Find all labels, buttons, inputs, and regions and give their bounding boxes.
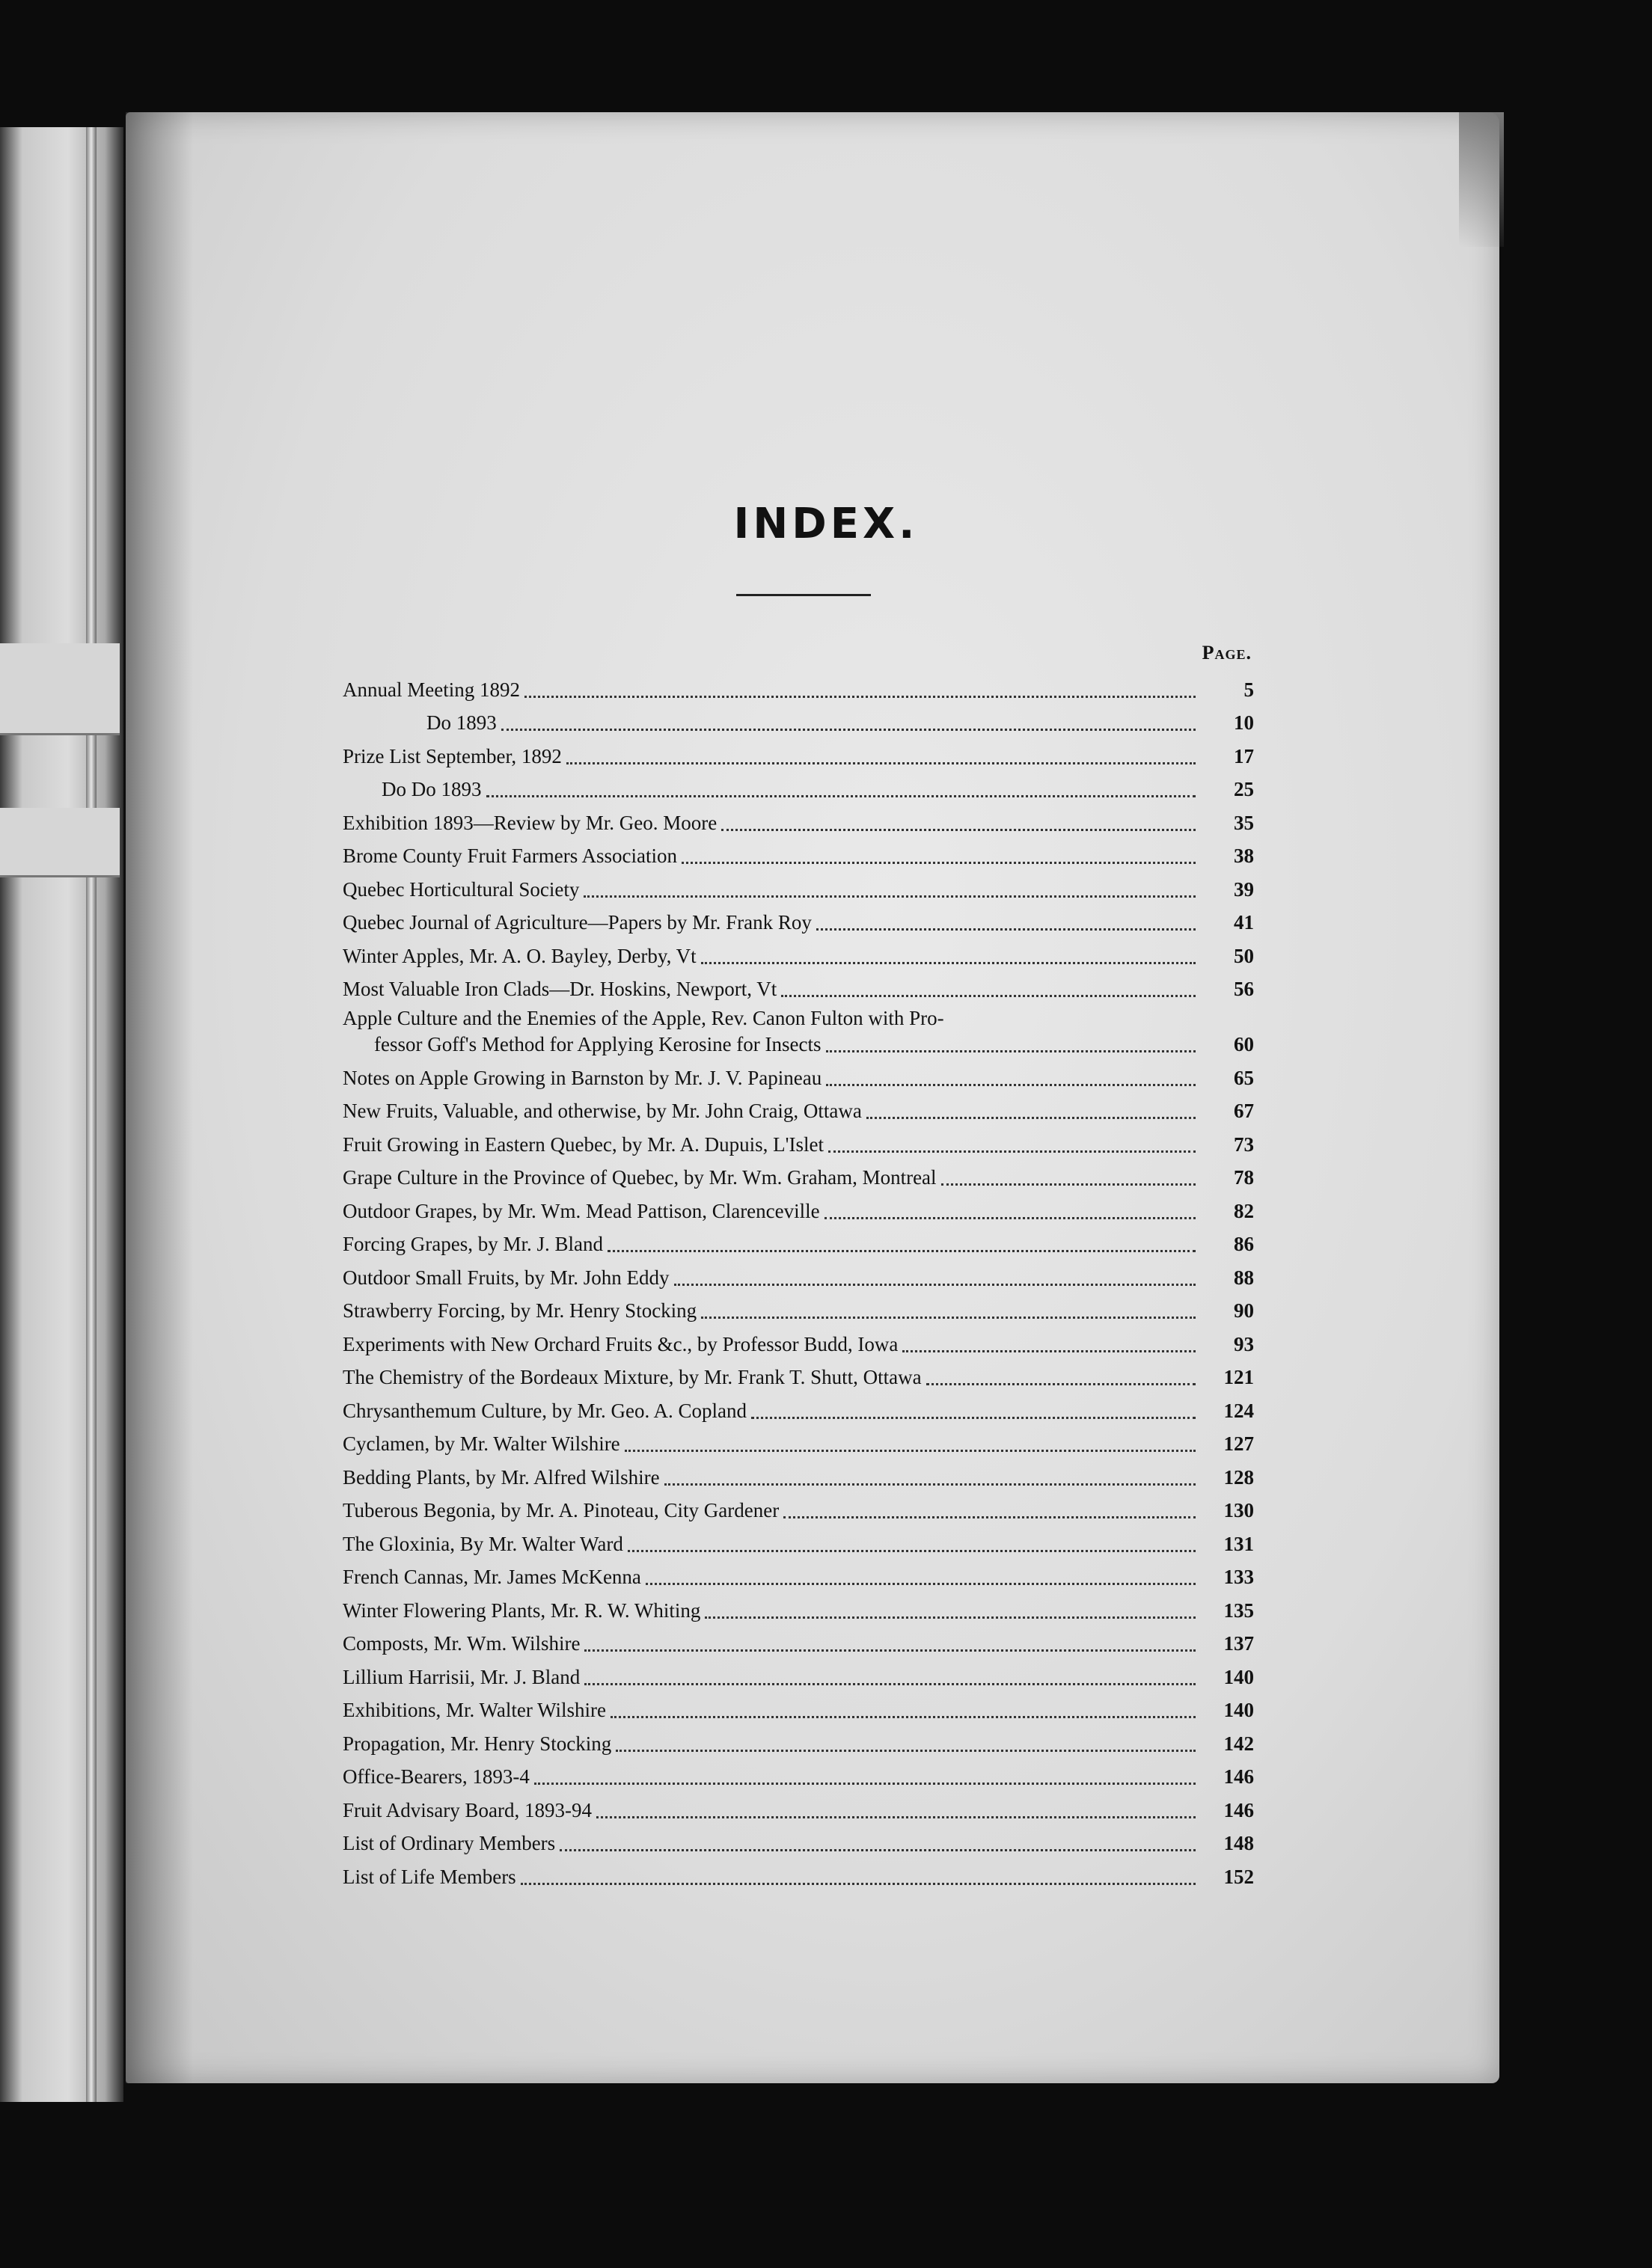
entry-page-number: 73 bbox=[1234, 1133, 1254, 1156]
entry-title: Do 1893 bbox=[426, 711, 497, 734]
page-title: INDEX. bbox=[733, 500, 919, 548]
entry-page-number: 88 bbox=[1234, 1266, 1254, 1289]
dot-leader bbox=[701, 947, 1196, 964]
dot-leader bbox=[721, 814, 1196, 831]
dot-leader bbox=[705, 1602, 1196, 1619]
index-entry bbox=[343, 1389, 1254, 1423]
dot-leader bbox=[902, 1335, 1196, 1352]
dot-leader bbox=[486, 780, 1196, 797]
dot-leader bbox=[616, 1735, 1196, 1752]
entry-page-number: 146 bbox=[1223, 1798, 1254, 1821]
index-entry bbox=[343, 668, 1254, 702]
entry-page-number: 50 bbox=[1234, 944, 1254, 967]
dot-leader bbox=[584, 880, 1196, 898]
index-entry bbox=[343, 735, 1254, 768]
entry-title: Prize List September, 1892 bbox=[343, 744, 562, 767]
entry-title: List of Life Members bbox=[343, 1865, 516, 1888]
entry-title: Strawberry Forcing, by Mr. Henry Stocking bbox=[343, 1299, 697, 1322]
dot-leader bbox=[828, 1135, 1196, 1153]
binding-shadow bbox=[126, 112, 193, 2083]
entry-page-number: 140 bbox=[1223, 1699, 1254, 1721]
entry-page-number: 142 bbox=[1223, 1732, 1254, 1755]
dot-leader bbox=[941, 1168, 1196, 1186]
dot-leader bbox=[566, 747, 1196, 764]
dot-leader bbox=[826, 1069, 1196, 1086]
index-entry bbox=[343, 901, 1254, 935]
entry-title: French Cannas, Mr. James McKenna bbox=[343, 1566, 641, 1588]
index-list bbox=[343, 668, 1254, 1889]
dot-leader bbox=[646, 1568, 1196, 1585]
page-column-header: Page. bbox=[1202, 642, 1252, 663]
index-entry bbox=[343, 868, 1254, 901]
entry-page-number: 124 bbox=[1223, 1399, 1254, 1422]
entry-title: Propagation, Mr. Henry Stocking bbox=[343, 1732, 612, 1755]
entry-page-number: 35 bbox=[1234, 811, 1254, 834]
entry-title: Do Do 1893 bbox=[382, 778, 482, 800]
dot-leader bbox=[625, 1435, 1196, 1452]
index-entry bbox=[343, 1156, 1254, 1190]
dot-leader bbox=[534, 1768, 1196, 1785]
entry-page-number: 78 bbox=[1234, 1166, 1254, 1189]
index-entry bbox=[343, 1589, 1254, 1622]
dot-leader bbox=[628, 1535, 1196, 1552]
entry-page-number: 128 bbox=[1223, 1465, 1254, 1489]
index-entry bbox=[343, 1689, 1254, 1723]
dot-leader bbox=[674, 1269, 1196, 1286]
entry-page-number: 86 bbox=[1234, 1233, 1254, 1255]
entry-title: The Gloxinia, By Mr. Walter Ward bbox=[343, 1532, 623, 1555]
entry-page-number: 5 bbox=[1243, 678, 1254, 701]
entry-title: Office-Bearers, 1893-4 bbox=[343, 1765, 530, 1788]
dot-leader bbox=[560, 1834, 1196, 1851]
entry-title: Grape Culture in the Province of Quebec, by Mr. Wm. Graham, Montreal bbox=[343, 1166, 937, 1189]
index-entry bbox=[343, 1223, 1254, 1257]
index-entry bbox=[343, 1090, 1254, 1124]
index-entry bbox=[343, 1189, 1254, 1223]
dot-leader bbox=[825, 1202, 1196, 1219]
entry-page-number: 140 bbox=[1223, 1665, 1254, 1688]
entry-page-number: 60 bbox=[1234, 1033, 1254, 1055]
entry-title: Annual Meeting 1892 bbox=[343, 678, 520, 701]
facing-page-edge bbox=[0, 127, 123, 2102]
entry-page-number: 93 bbox=[1234, 1332, 1254, 1355]
entry-title: Outdoor Grapes, by Mr. Wm. Mead Pattison, Clarenceville bbox=[343, 1199, 820, 1222]
index-entry bbox=[343, 1256, 1254, 1290]
dot-leader bbox=[584, 1634, 1196, 1652]
dot-leader bbox=[926, 1368, 1196, 1385]
dot-leader bbox=[608, 1235, 1196, 1252]
entry-page-number: 137 bbox=[1223, 1632, 1254, 1655]
entry-title: Tuberous Begonia, by Mr. A. Pinoteau, City Gardener bbox=[343, 1499, 780, 1521]
index-entry bbox=[343, 1056, 1254, 1090]
index-entry bbox=[343, 1489, 1254, 1523]
entry-page-number: 10 bbox=[1234, 711, 1254, 734]
entry-title-continued: fessor Goff's Method for Applying Kerosine for Insects bbox=[374, 1033, 822, 1055]
entry-page-number: 82 bbox=[1234, 1199, 1254, 1222]
facing-page-fold bbox=[86, 127, 97, 2102]
entry-title: Composts, Mr. Wm. Wilshire bbox=[343, 1632, 581, 1655]
entry-page-number: 152 bbox=[1223, 1865, 1254, 1888]
entry-page-number: 39 bbox=[1234, 877, 1254, 901]
entry-title: Apple Culture and the Enemies of the Apple, Rev. Canon Fulton with Pro- bbox=[343, 1007, 944, 1029]
entry-page-number: 135 bbox=[1223, 1599, 1254, 1622]
entry-title: Chrysanthemum Culture, by Mr. Geo. A. Copland bbox=[343, 1399, 747, 1422]
index-entry bbox=[343, 1290, 1254, 1323]
entry-title: Exhibitions, Mr. Walter Wilshire bbox=[343, 1699, 606, 1721]
entry-title: Lillium Harrisii, Mr. J. Bland bbox=[343, 1665, 581, 1688]
entry-title: Bedding Plants, by Mr. Alfred Wilshire bbox=[343, 1465, 660, 1489]
entry-title: Exhibition 1893—Review by Mr. Geo. Moore bbox=[343, 811, 718, 834]
entry-title: Most Valuable Iron Clads—Dr. Hoskins, Newport, Vt bbox=[343, 978, 777, 1000]
index-entry bbox=[343, 934, 1254, 968]
dot-leader bbox=[611, 1701, 1196, 1718]
index-entry bbox=[343, 1622, 1254, 1656]
index-entry bbox=[343, 1855, 1254, 1889]
entry-title: Forcing Grapes, by Mr. J. Bland bbox=[343, 1233, 603, 1255]
entry-title: Winter Flowering Plants, Mr. R. W. Whiting bbox=[343, 1599, 701, 1622]
entry-page-number: 133 bbox=[1223, 1566, 1254, 1588]
entry-title: Brome County Fruit Farmers Association bbox=[343, 845, 677, 867]
torn-paper-fragment bbox=[0, 808, 120, 877]
index-entry bbox=[343, 1323, 1254, 1356]
entry-page-number: 90 bbox=[1234, 1299, 1254, 1322]
entry-page-number: 148 bbox=[1223, 1832, 1254, 1854]
dot-leader bbox=[783, 1501, 1196, 1518]
entry-page-number: 130 bbox=[1223, 1499, 1254, 1521]
index-entry bbox=[343, 702, 1254, 735]
index-entry bbox=[343, 1423, 1254, 1456]
entry-page-number: 38 bbox=[1234, 845, 1254, 867]
entry-title: Experiments with New Orchard Fruits &c., by Professor Budd, Iowa bbox=[343, 1332, 899, 1355]
title-rule bbox=[736, 594, 871, 596]
entry-title: Winter Apples, Mr. A. O. Bayley, Derby, Vt bbox=[343, 944, 697, 967]
index-entry bbox=[343, 1522, 1254, 1556]
index-entry bbox=[343, 1456, 1254, 1489]
entry-page-number: 56 bbox=[1234, 978, 1254, 1000]
dot-leader bbox=[524, 681, 1196, 698]
index-entry bbox=[343, 835, 1254, 868]
index-entry bbox=[343, 1655, 1254, 1689]
page-corner-wear bbox=[1459, 112, 1504, 247]
entry-title: List of Ordinary Members bbox=[343, 1832, 556, 1854]
entry-page-number: 131 bbox=[1223, 1532, 1254, 1555]
dot-leader bbox=[866, 1102, 1196, 1119]
entry-page-number: 127 bbox=[1223, 1432, 1254, 1455]
entry-page-number: 17 bbox=[1234, 744, 1254, 767]
torn-paper-fragment bbox=[0, 643, 120, 735]
entry-title: Quebec Journal of Agriculture—Papers by Mr. Frank Roy bbox=[343, 911, 812, 934]
entry-title: Notes on Apple Growing in Barnston by Mr. J. V. Papineau bbox=[343, 1066, 822, 1089]
entry-title: The Chemistry of the Bordeaux Mixture, by Mr. Frank T. Shutt, Ottawa bbox=[343, 1366, 922, 1388]
entry-page-number: 25 bbox=[1234, 778, 1254, 800]
index-entry bbox=[343, 1789, 1254, 1822]
entry-page-number: 65 bbox=[1234, 1066, 1254, 1089]
entry-title: Fruit Growing in Eastern Quebec, by Mr. A. Dupuis, L'Islet bbox=[343, 1133, 825, 1156]
index-entry bbox=[343, 1123, 1254, 1156]
dot-leader bbox=[682, 847, 1196, 864]
dot-leader bbox=[751, 1402, 1196, 1419]
dot-leader bbox=[781, 980, 1196, 997]
index-entry bbox=[343, 968, 1254, 1002]
entry-title: New Fruits, Valuable, and otherwise, by Mr. John Craig, Ottawa bbox=[343, 1100, 862, 1122]
index-entry bbox=[343, 801, 1254, 835]
entry-title: Fruit Advisary Board, 1893-94 bbox=[343, 1798, 592, 1821]
dot-leader bbox=[701, 1302, 1196, 1319]
index-entry bbox=[343, 1756, 1254, 1789]
index-entry bbox=[343, 768, 1254, 802]
entry-title: Cyclamen, by Mr. Walter Wilshire bbox=[343, 1432, 620, 1455]
index-entry bbox=[343, 1722, 1254, 1756]
entry-page-number: 121 bbox=[1223, 1366, 1254, 1388]
entry-page-number: 67 bbox=[1234, 1100, 1254, 1122]
dot-leader bbox=[826, 1035, 1196, 1052]
entry-page-number: 146 bbox=[1223, 1765, 1254, 1788]
dot-leader bbox=[664, 1468, 1196, 1486]
dot-leader bbox=[816, 913, 1196, 931]
index-entry bbox=[343, 1822, 1254, 1856]
dot-leader bbox=[501, 714, 1196, 731]
entry-title: Quebec Horticultural Society bbox=[343, 877, 580, 901]
index-entry bbox=[343, 1001, 1254, 1056]
dot-leader bbox=[521, 1868, 1196, 1885]
dot-leader bbox=[584, 1668, 1196, 1685]
entry-title: Outdoor Small Fruits, by Mr. John Eddy bbox=[343, 1266, 670, 1289]
entry-continuation bbox=[343, 1033, 1254, 1056]
entry-page-number: 41 bbox=[1234, 911, 1254, 934]
dot-leader bbox=[596, 1801, 1196, 1818]
index-entry bbox=[343, 1556, 1254, 1590]
index-entry bbox=[343, 1356, 1254, 1390]
